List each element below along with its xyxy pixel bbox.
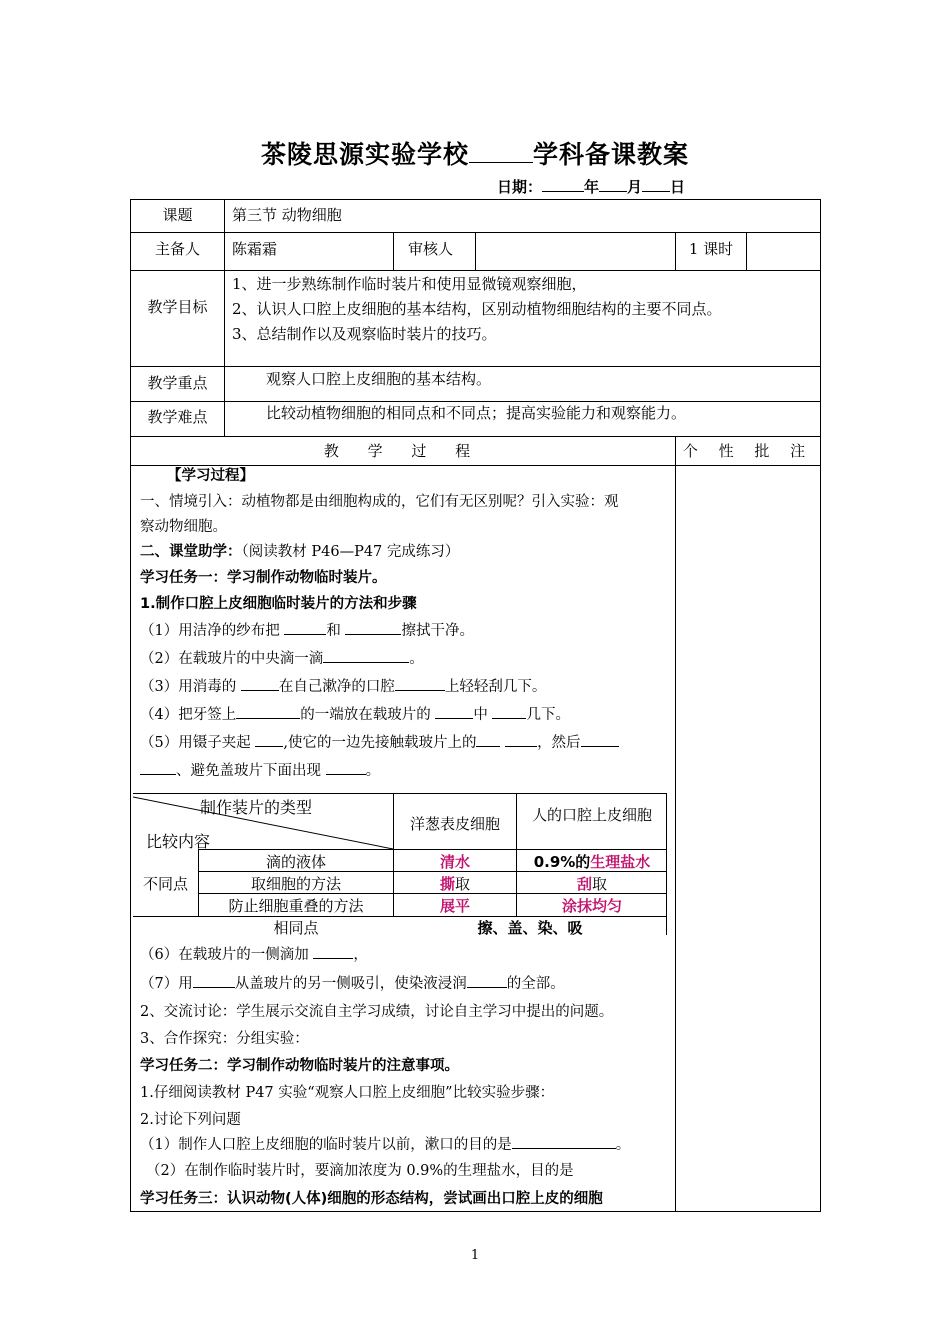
learning-process-heading: 【学习过程】 [167, 468, 254, 484]
topic-value: 第三节 动物细胞 [232, 206, 342, 224]
intro-line-1: 一、情境引入：动植物都是由细胞构成的，它们有无区别呢？引入实验：观 [140, 494, 619, 510]
preparer-value: 陈霜霜 [232, 240, 278, 258]
col-cheek: 人的口腔上皮细胞 [531, 806, 652, 824]
step-6: （6）在载玻片的一侧滴加 ， [140, 947, 368, 963]
question-1: （1）制作人口腔上皮细胞的临时装片以前，漱口的目的是 。 [140, 1137, 631, 1153]
row-liquid-onion: 清水 [439, 853, 470, 871]
hours-value: 1 课时 [688, 240, 734, 258]
task2-heading: 学习任务二：学习制作动物临时装片的注意事项。 [140, 1058, 459, 1074]
title-suffix: 学科备课教案 [533, 140, 690, 169]
assist-note: （阅读教材 P46—P47 完成练习） [241, 544, 460, 560]
step-5: （5）用镊子夹起 ,使它的一边先接触载玻片上的 ，然后 [140, 733, 670, 753]
discuss-line: 2、交流讨论：学生展示交流自主学习成绩，讨论自主学习中提出的问题。 [140, 1004, 614, 1020]
row-liquid-label: 滴的液体 [265, 853, 326, 871]
objective-item: 1、进一步熟练制作临时装片和使用显微镜观察细胞， [232, 275, 587, 293]
discuss2-line: 2.讨论下列问题 [140, 1112, 241, 1128]
row-method-label: 取细胞的方法 [250, 875, 341, 893]
intro-line-2: 察动物细胞。 [140, 519, 227, 535]
diag-top-label: 制作装片的类型 [200, 798, 313, 817]
date-label: 日期： [497, 178, 543, 196]
objective-item: 3、总结制作以及观察临时装片的技巧。 [232, 325, 497, 343]
row-overlap-onion: 展平 [439, 897, 470, 915]
steps-title: 1.制作口腔上皮细胞临时装片的方法和步骤 [140, 596, 417, 612]
key-value: 观察人口腔上皮细胞的基本结构。 [266, 370, 492, 388]
reviewer-label: 审核人 [408, 240, 454, 258]
year-blank [542, 177, 584, 192]
topic-label: 课题 [162, 206, 193, 224]
key-label: 教学重点 [147, 374, 208, 392]
document-title [0, 135, 950, 171]
same-value: 擦、盖、染、吸 [477, 919, 583, 937]
col-onion: 洋葱表皮细胞 [409, 815, 500, 833]
step-1: （1）用洁净的纱布把 和 擦拭干净。 [140, 623, 474, 639]
task3-heading: 学习任务三：认识动物(人体)细胞的形态结构，尝试画出口腔上皮的细胞 [140, 1191, 603, 1207]
step-7: （7）用 从盖玻片的另一侧吸引，使染液浸润 的全部。 [140, 976, 565, 992]
read-line: 1.仔细阅读教材 P47 实验“观察人口腔上皮细胞”比较实验步骤： [140, 1085, 555, 1101]
step-2: （2）在载玻片的中央滴一滴 。 [140, 651, 424, 667]
row-method-cheek: 刮取 [576, 875, 608, 893]
difficulty-value: 比较动植物细胞的相同点和不同点；提高实验能力和观察能力。 [266, 404, 687, 422]
objectives-list [232, 272, 722, 347]
step-3: （3）用消毒的 在自己漱净的口腔 上轻轻刮几下。 [140, 679, 547, 695]
process-header: 教 学 过 程 [323, 442, 483, 460]
row-overlap-cheek: 涂抹均匀 [561, 897, 622, 915]
objectives-label: 教学目标 [147, 298, 208, 316]
assist-line [140, 542, 670, 562]
preparer-label: 主备人 [154, 240, 200, 258]
question-2: （2）在制作临时装片时，要滴加浓度为 0.9%的生理盐水，目的是 [146, 1163, 574, 1179]
coop-line: 3、合作探究：分组实验： [140, 1031, 309, 1047]
same-label: 相同点 [273, 919, 319, 937]
day-label: 日 [670, 178, 686, 196]
row-method-onion: 撕取 [439, 875, 471, 893]
row-overlap-label: 防止细胞重叠的方法 [228, 897, 364, 915]
school-name: 茶陵思源实验学校 [260, 140, 469, 169]
year-label: 年 [584, 178, 600, 196]
step-5-cont: 、避免盖玻片下面出现 。 [140, 761, 670, 781]
difficulty-label: 教学难点 [147, 408, 208, 426]
page-number: 1 [470, 1248, 480, 1263]
month-blank [599, 177, 627, 192]
notes-header: 个 性 批 注 [682, 442, 814, 460]
assist-heading: 二、课堂助学： [140, 544, 242, 560]
diag-bottom-label: 比较内容 [146, 832, 211, 851]
day-blank [642, 177, 670, 192]
task1-heading: 学习任务一：学习制作动物临时装片。 [140, 570, 387, 586]
date-line [497, 176, 685, 197]
diff-label: 不同点 [142, 875, 188, 893]
subject-blank [469, 148, 533, 163]
step-4: （4）把牙签上 的一端放在载玻片的 中 几下。 [140, 707, 570, 723]
objective-item: 2、认识人口腔上皮细胞的基本结构，区别动植物细胞结构的主要不同点。 [232, 300, 722, 318]
month-label: 月 [627, 178, 643, 196]
row-liquid-cheek: 0.9%的生理盐水 [533, 853, 651, 871]
